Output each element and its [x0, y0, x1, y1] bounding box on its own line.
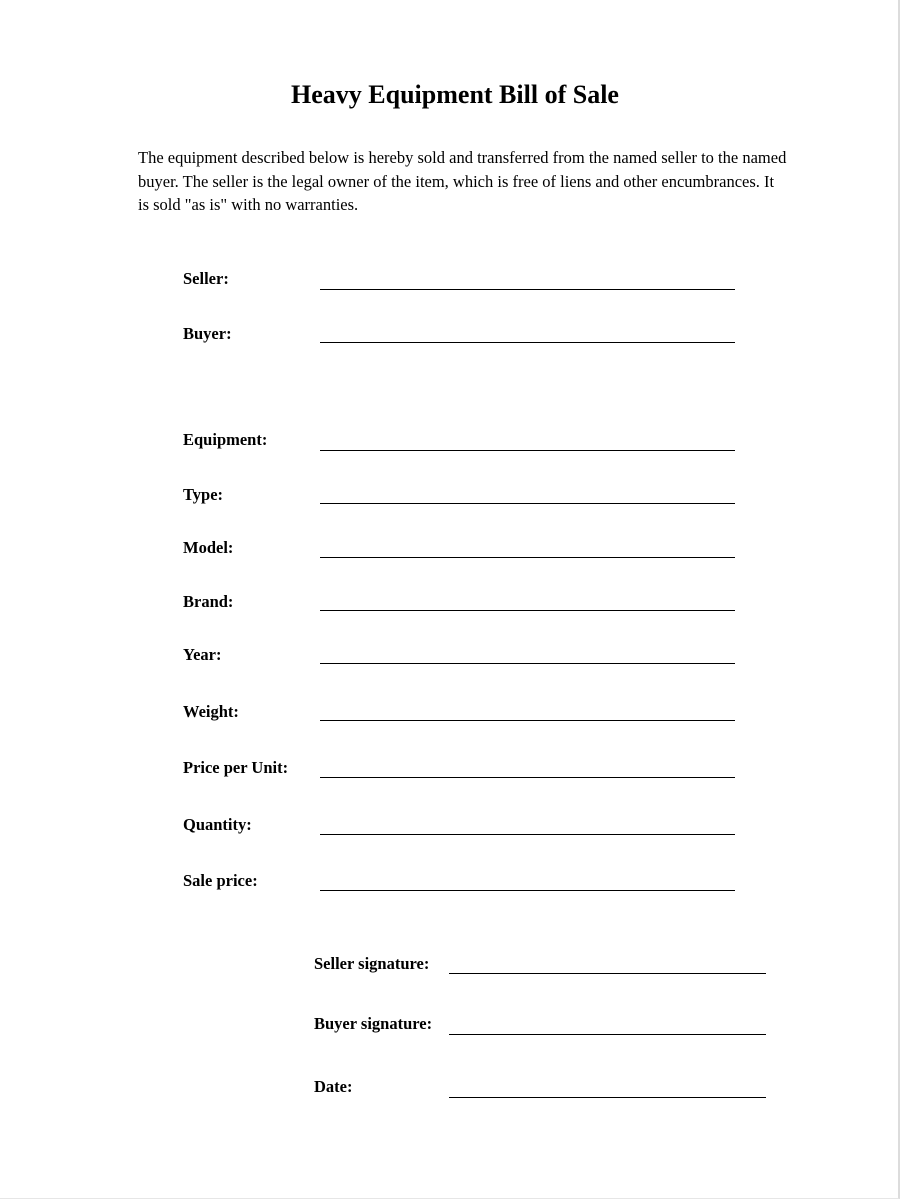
brand-label: Brand: — [183, 592, 234, 611]
date-field[interactable] — [449, 1097, 766, 1098]
weight-label: Weight: — [183, 702, 239, 721]
seller-signature-label: Seller signature: — [314, 954, 430, 973]
year-field[interactable] — [320, 663, 735, 664]
price-per-unit-label: Price per Unit: — [183, 758, 289, 777]
sale-price-label: Sale price: — [183, 871, 258, 890]
buyer-signature-label: Buyer signature: — [314, 1014, 433, 1033]
type-label: Type: — [183, 485, 224, 504]
seller-label: Seller: — [183, 269, 229, 288]
weight-field[interactable] — [320, 720, 735, 721]
year-label: Year: — [183, 645, 222, 664]
intro-paragraph: The equipment described below is hereby sold and transferred from the named seller to the named buyer. The seller is the legal owner of the item, which is free of liens and other encumbrances. It is sold "as is" with no warranties. — [138, 148, 787, 214]
quantity-label: Quantity: — [183, 815, 252, 834]
buyer-field[interactable] — [320, 342, 735, 343]
type-field[interactable] — [320, 503, 735, 504]
sale-price-field[interactable] — [320, 890, 735, 891]
price-per-unit-field[interactable] — [320, 777, 735, 778]
brand-field[interactable] — [320, 610, 735, 611]
buyer-signature-field[interactable] — [449, 1034, 766, 1035]
date-label: Date: — [314, 1077, 353, 1096]
seller-field[interactable] — [320, 289, 735, 290]
model-field[interactable] — [320, 557, 735, 558]
page-title: Heavy Equipment Bill of Sale — [291, 80, 619, 109]
quantity-field[interactable] — [320, 834, 735, 835]
equipment-field[interactable] — [320, 450, 735, 451]
seller-signature-field[interactable] — [449, 973, 766, 974]
equipment-label: Equipment: — [183, 430, 268, 449]
buyer-label: Buyer: — [183, 324, 232, 343]
model-label: Model: — [183, 538, 234, 557]
